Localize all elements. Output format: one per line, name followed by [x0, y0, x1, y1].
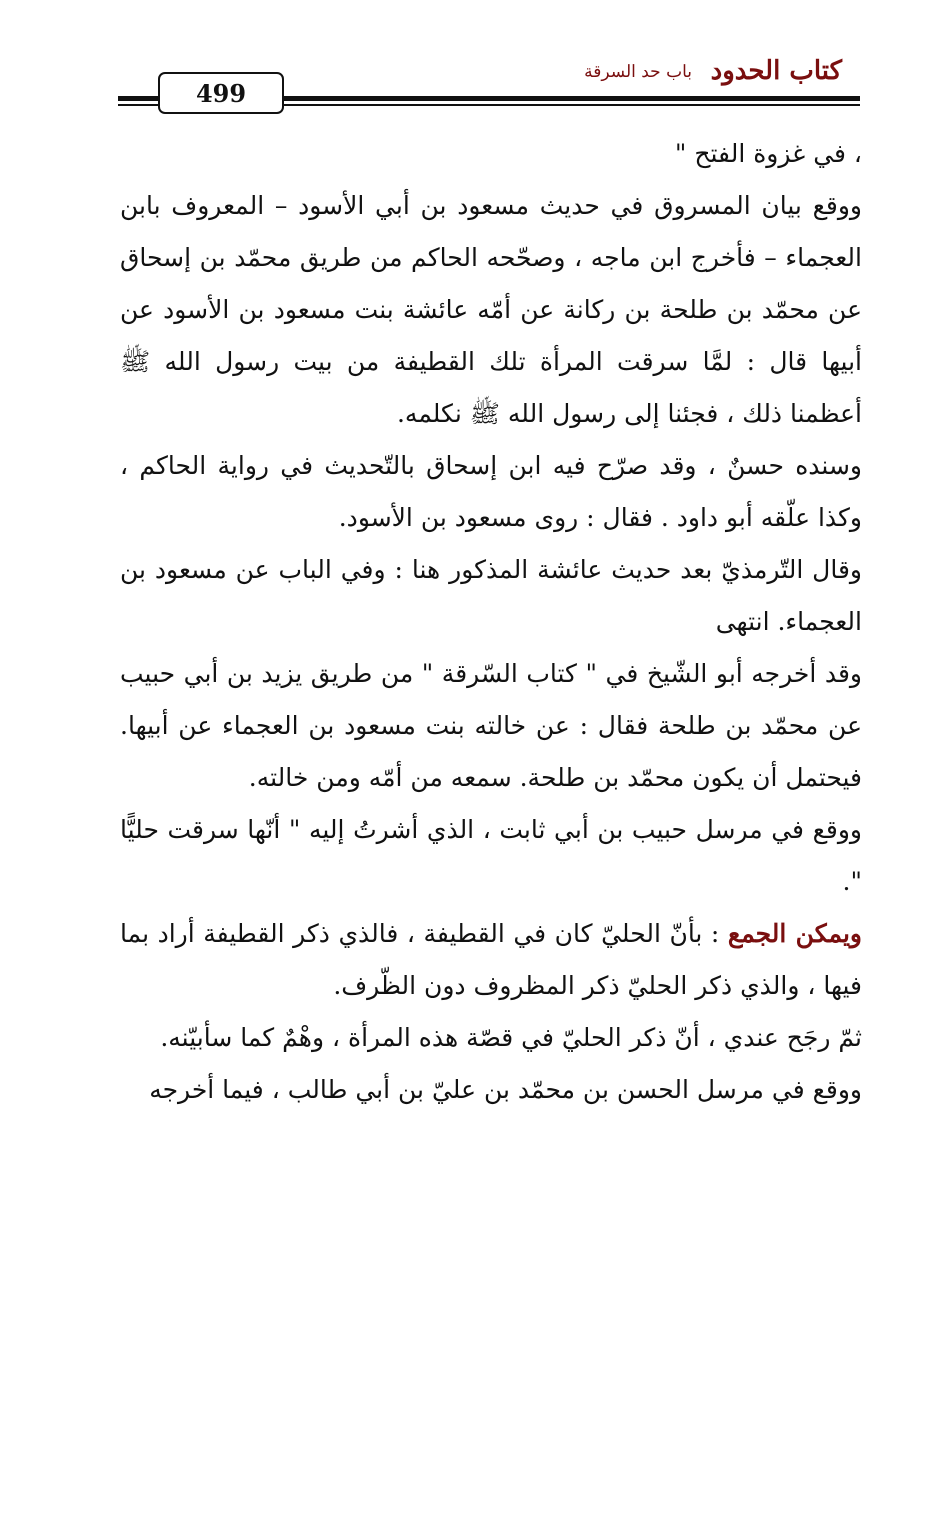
paragraph: ووقع في مرسل حبيب بن أبي ثابت ، الذي أشرتُ إليه " أنّها سرقت حليًّا ".	[120, 815, 862, 896]
paragraph: ، في غزوة الفتح "	[674, 139, 862, 168]
book-title: كتاب الحدود	[710, 56, 842, 86]
paragraph: وسنده حسنٌ ، وقد صرّح فيه ابن إسحاق بالتّحديث في رواية الحاكم ، وكذا علّقه أبو داود . فقال : روى مسعود بن الأسود.	[120, 451, 862, 532]
paragraph: وقال التّرمذيّ بعد حديث عائشة المذكور هنا : وفي الباب عن مسعود بن العجماء. انتهى	[120, 555, 862, 636]
page-body	[120, 128, 862, 1116]
paragraph: ووقع في مرسل الحسن بن محمّد بن عليّ بن أبي طالب ، فيما أخرجه	[149, 1075, 862, 1104]
paragraph: وقد أخرجه أبو الشّيخ في " كتاب السّرقة " من طريق يزيد بن أبي حبيب عن محمّد بن طلحة فقال : عن خالته بنت مسعود بن العجماء عن أبيها. فيحتمل أن يكون محمّد بن طلحة. سمعه من أمّه ومن خالته.	[120, 659, 862, 792]
combine-label: ويمكن الجمع	[727, 919, 862, 948]
chapter-title: باب حد السرقة	[584, 62, 692, 82]
paragraph: ووقع بيان المسروق في حديث مسعود بن أبي الأسود – المعروف بابن العجماء – فأخرج ابن ماجه ، وصحّحه الحاكم من طريق محمّد بن إسحاق عن محمّد بن طلحة بن ركانة عن أمّه عائشة بنت مسعود بن الأسود عن أبيها قال : لمَّا سرقت المرأة تلك القطيفة من بيت رسول الله ﷺ أعظمنا ذلك ، فجئنا إلى رسول الله ﷺ نكلمه.	[120, 191, 862, 428]
combine-text: : بأنّ الحليّ كان في القطيفة ، فالذي ذكر القطيفة أراد بما فيها ، والذي ذكر الحليّ ذكر المظروف دون الظّرف.	[120, 919, 862, 1000]
page-header	[118, 52, 860, 110]
paragraph: ثمّ رجَح عندي ، أنّ ذكر الحليّ في قصّة هذه المرأة ، وهْمٌ كما سأبيّنه.	[160, 1023, 862, 1052]
combine-paragraph	[120, 908, 862, 1012]
page-number: 499	[158, 72, 284, 114]
